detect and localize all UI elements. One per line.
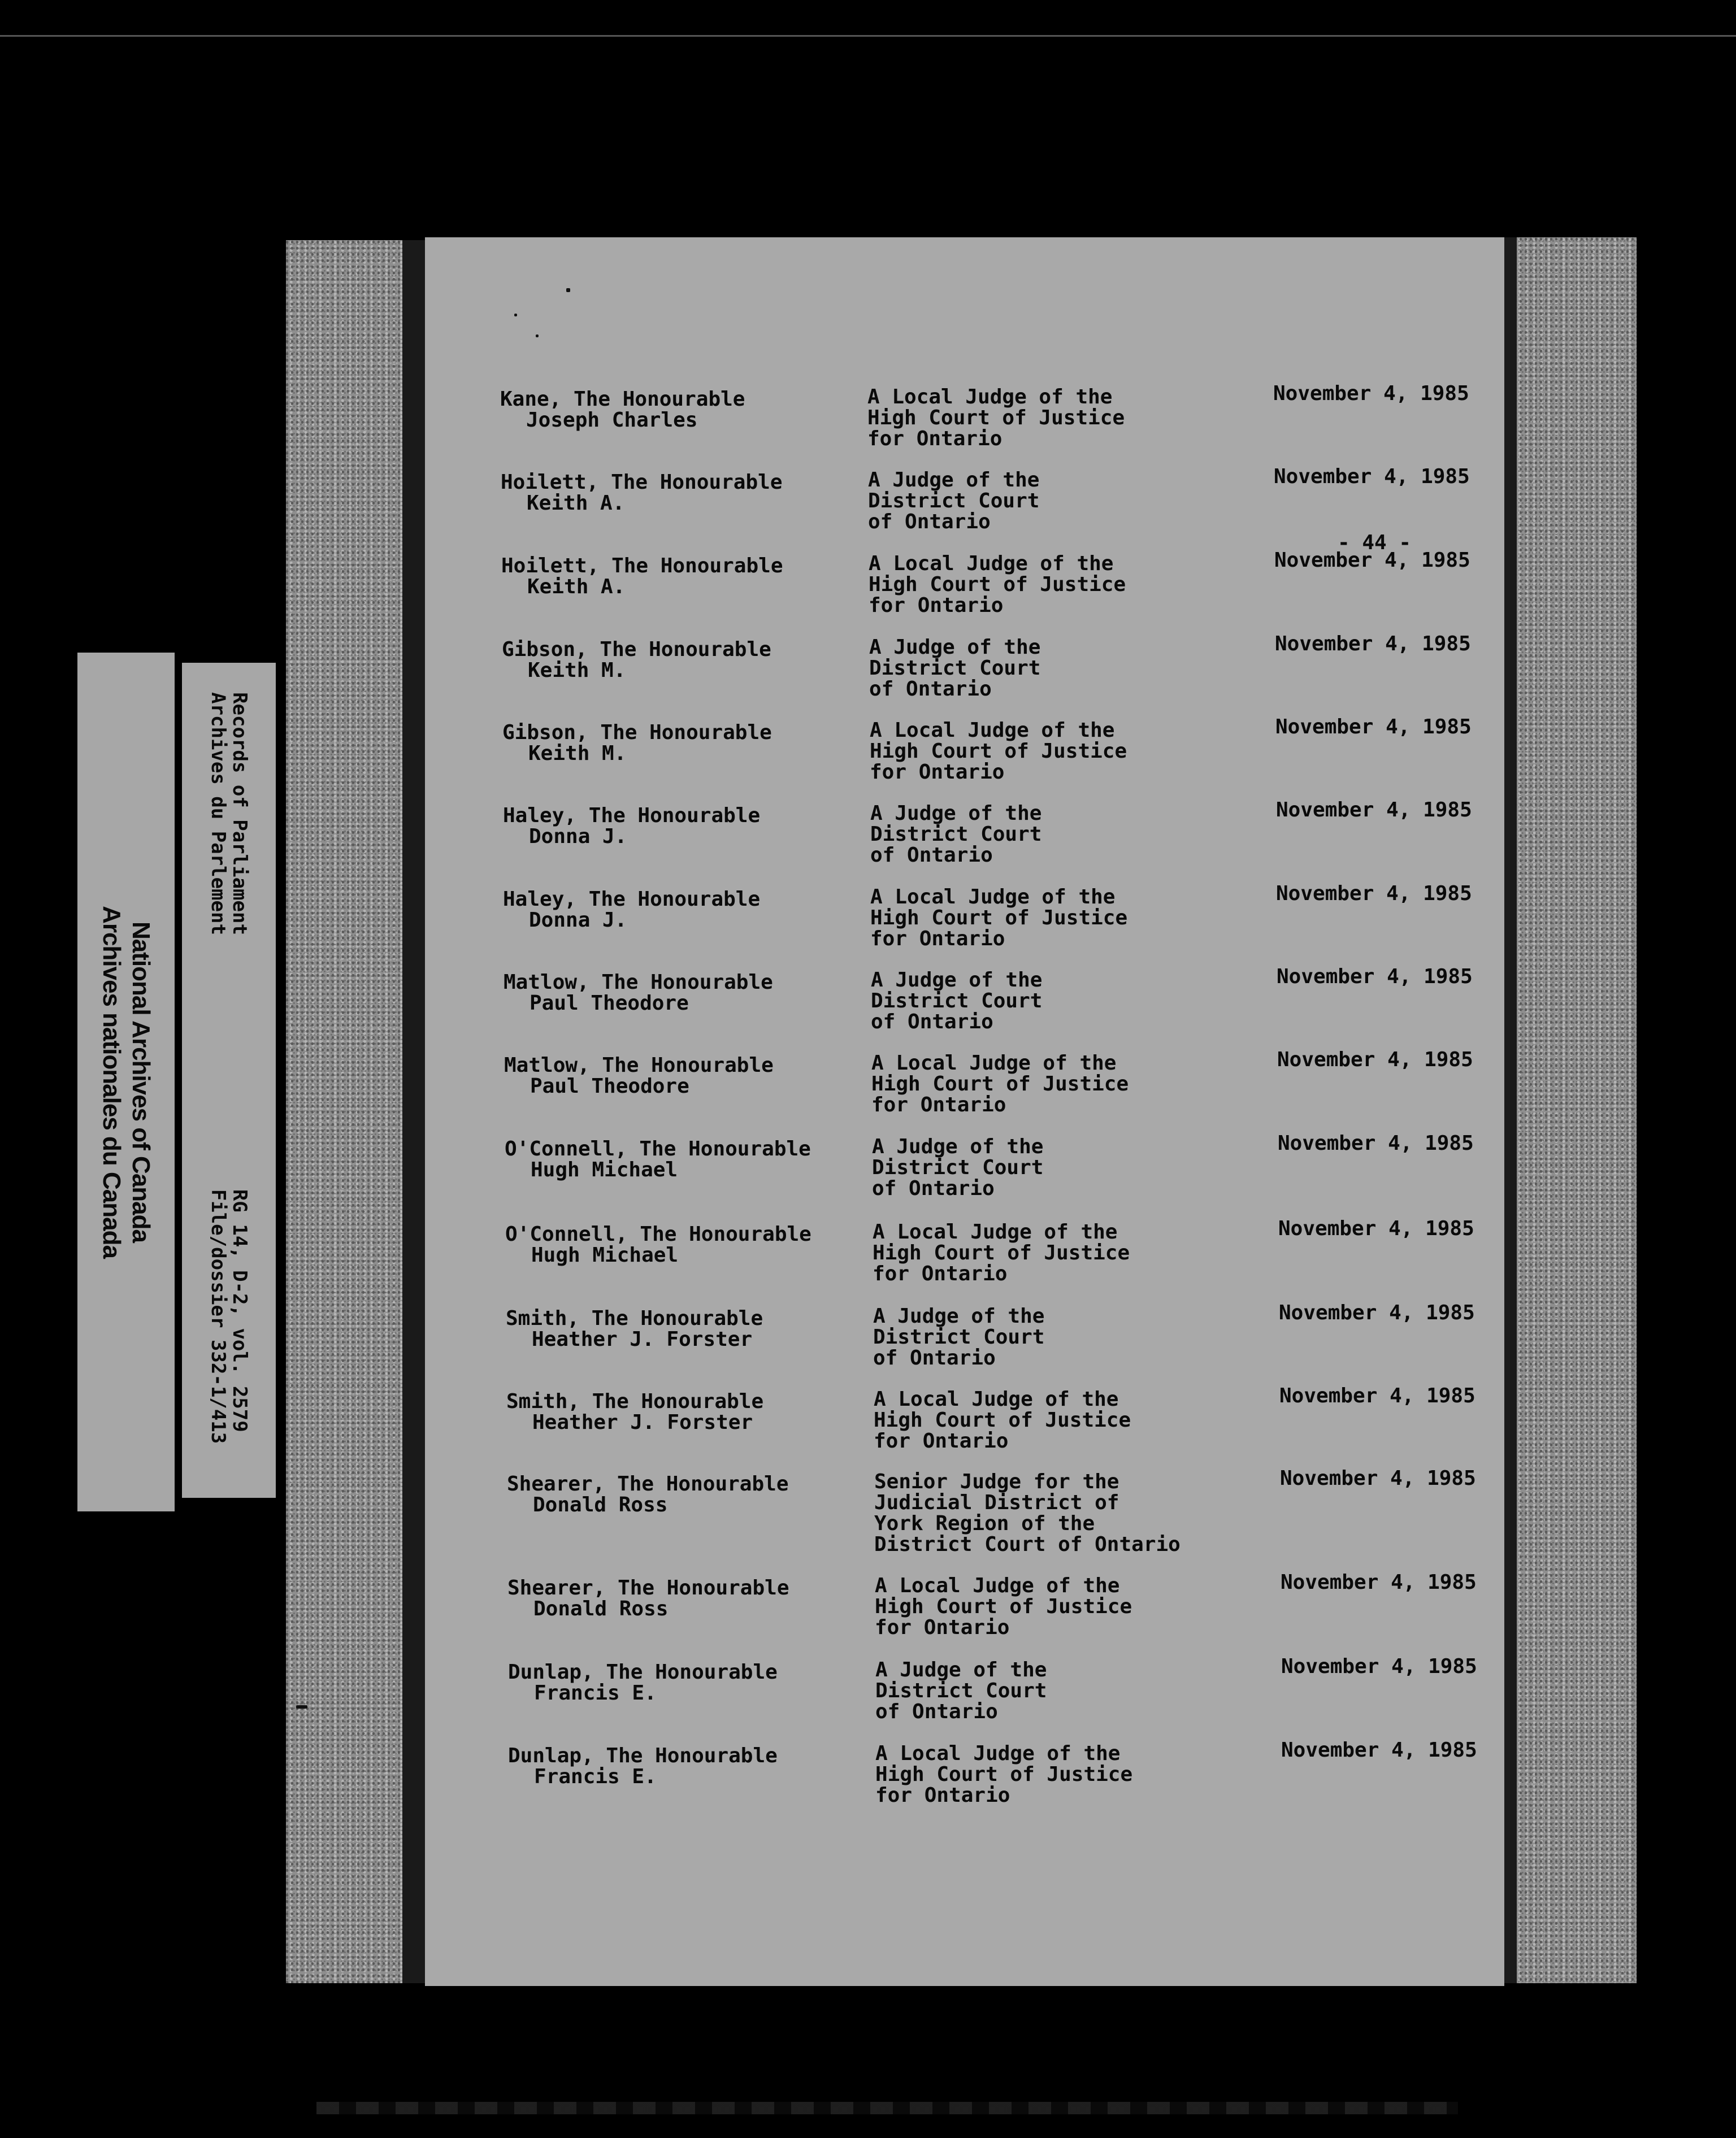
judge-name: [502, 639, 852, 681]
appointment-date: November 4, 1985: [1281, 1655, 1477, 1678]
judge-given-names: Keith M.: [528, 659, 626, 682]
judge-given-names: Hugh Michael: [531, 1158, 678, 1181]
judge-surname: Gibson, The Honourable: [502, 638, 771, 661]
judge-given-names: Donald Ross: [533, 1597, 669, 1620]
scan-border-left: [286, 240, 402, 1983]
judge-surname: Dunlap, The Honourable: [508, 1744, 778, 1767]
series-en: Records of Parliament: [228, 692, 251, 935]
ink-speck: [536, 334, 539, 337]
archive-name-fr: Archives nationales du Canada: [98, 906, 125, 1258]
appointment-office: A Local Judge of the High Court of Justice for Ontario: [869, 552, 1126, 617]
judge-surname: Hoilett, The Honourable: [501, 471, 783, 494]
ink-speck: [514, 314, 517, 316]
judge-surname: Hoilett, The Honourable: [501, 554, 783, 577]
series-label: [207, 692, 250, 935]
appointment-office: A Judge of the District Court of Ontario: [869, 636, 1041, 701]
reference-number: RG 14, D-2, vol. 2579: [228, 1189, 251, 1432]
judge-name: [500, 389, 850, 431]
appointment-date: November 4, 1985: [1276, 798, 1472, 822]
judge-given-names: Paul Theodore: [530, 992, 689, 1015]
judge-given-names: Donna J.: [529, 825, 627, 848]
appointment-date: November 4, 1985: [1274, 465, 1470, 488]
judge-surname: Shearer, The Honourable: [507, 1472, 789, 1496]
appointment-date: November 4, 1985: [1280, 1467, 1476, 1490]
judge-given-names: Francis E.: [534, 1765, 657, 1788]
ink-speck: [566, 288, 570, 292]
appointment-office: A Judge of the District Court of Ontario: [873, 1305, 1045, 1370]
scan-shadow-right: [1504, 237, 1517, 1983]
reference-label: [207, 1189, 250, 1444]
appointment-office: A Local Judge of the High Court of Justice for Ontario: [870, 885, 1128, 950]
scan-bottom-band: [316, 2102, 1458, 2114]
appointment-date: November 4, 1985: [1279, 1384, 1475, 1407]
appointment-office: A Local Judge of the High Court of Justice for Ontario: [875, 1574, 1132, 1639]
file-number: File/dossier 332-1/413: [207, 1189, 229, 1444]
appointment-date: November 4, 1985: [1275, 715, 1472, 738]
judge-name: [501, 555, 852, 597]
judge-given-names: Paul Theodore: [530, 1075, 689, 1098]
judge-surname: Dunlap, The Honourable: [508, 1661, 778, 1684]
judge-name: [508, 1662, 858, 1704]
judge-given-names: Hugh Michael: [531, 1244, 679, 1267]
judge-given-names: Francis E.: [534, 1681, 657, 1705]
appointment-date: November 4, 1985: [1279, 1301, 1475, 1324]
judge-surname: Gibson, The Honourable: [502, 721, 772, 744]
judge-name: [503, 805, 853, 847]
judge-name: [505, 1224, 856, 1266]
judge-surname: Matlow, The Honourable: [504, 1054, 774, 1077]
appointment-date: November 4, 1985: [1278, 1217, 1474, 1240]
appointment-office: A Local Judge of the High Court of Justice for Ontario: [873, 1220, 1130, 1285]
judge-name: [508, 1745, 858, 1787]
judge-name: [507, 1578, 858, 1619]
appointment-office: A Judge of the District Court of Ontario: [875, 1658, 1047, 1723]
judge-surname: Haley, The Honourable: [503, 804, 761, 827]
judge-name: [505, 1138, 855, 1180]
archive-name-en: National Archives of Canada: [127, 922, 155, 1242]
appointment-office: A Judge of the District Court of Ontario: [871, 968, 1043, 1033]
appointment-office: A Judge of the District Court of Ontario: [872, 1135, 1044, 1200]
appointment-office: A Local Judge of the High Court of Justice for Ontario: [870, 719, 1127, 784]
judge-surname: Haley, The Honourable: [503, 888, 761, 911]
appointment-date: November 4, 1985: [1274, 549, 1470, 572]
scan-shadow-left: [402, 240, 427, 1983]
judge-given-names: Keith M.: [528, 742, 627, 765]
judge-surname: O'Connell, The Honourable: [505, 1137, 811, 1161]
appointment-date: November 4, 1985: [1278, 1132, 1474, 1155]
appointment-office: A Local Judge of the High Court of Justice for Ontario: [875, 1742, 1133, 1807]
appointment-office: A Local Judge of the High Court of Justice for Ontario: [874, 1388, 1131, 1453]
appointment-date: November 4, 1985: [1281, 1571, 1477, 1594]
judge-name: [503, 889, 853, 931]
judge-name: [506, 1391, 857, 1433]
margin-mark: [296, 1705, 307, 1709]
appointment-date: November 4, 1985: [1273, 382, 1469, 405]
judge-given-names: Donald Ross: [533, 1493, 668, 1516]
judge-given-names: Heather J. Forster: [532, 1411, 753, 1434]
judge-given-names: Joseph Charles: [526, 409, 698, 432]
judge-name: [507, 1474, 857, 1515]
judge-surname: Shearer, The Honourable: [507, 1576, 789, 1600]
appointment-office: A Local Judge of the High Court of Justice for Ontario: [871, 1051, 1129, 1116]
appointment-office: Senior Judge for the Judicial District of York Region of the District Court of Ontario: [874, 1470, 1181, 1556]
scan-border-right: [1514, 237, 1637, 1983]
judge-given-names: Heather J. Forster: [532, 1328, 753, 1351]
archive-name: [97, 906, 155, 1258]
appointment-office: A Judge of the District Court of Ontario: [868, 468, 1040, 533]
judge-surname: O'Connell, The Honourable: [505, 1223, 811, 1246]
document-page: [425, 237, 1504, 1986]
judge-name: [504, 972, 854, 1014]
appointment-date: November 4, 1985: [1275, 632, 1471, 655]
appointment-office: A Local Judge of the High Court of Justice for Ontario: [867, 385, 1125, 450]
judge-surname: Smith, The Honourable: [506, 1307, 763, 1330]
page-number: - 44 -: [1337, 531, 1412, 554]
appointment-date: November 4, 1985: [1281, 1739, 1477, 1762]
top-rule: [0, 35, 1736, 37]
judge-given-names: Donna J.: [529, 909, 627, 932]
appointment-date: November 4, 1985: [1277, 965, 1473, 988]
judge-surname: Smith, The Honourable: [506, 1390, 764, 1413]
judge-given-names: Keith A.: [527, 575, 626, 598]
series-fr: Archives du Parlement: [207, 692, 229, 935]
judge-surname: Matlow, The Honourable: [504, 971, 773, 994]
judge-name: [502, 722, 853, 764]
judge-name: [504, 1055, 854, 1097]
appointment-date: November 4, 1985: [1276, 882, 1472, 905]
judge-given-names: Keith A.: [527, 492, 625, 515]
judge-name: [506, 1308, 856, 1350]
appointment-date: November 4, 1985: [1277, 1048, 1473, 1071]
judge-name: [501, 472, 851, 514]
judge-surname: Kane, The Honourable: [500, 388, 745, 411]
appointment-office: A Judge of the District Court of Ontario: [870, 802, 1042, 867]
